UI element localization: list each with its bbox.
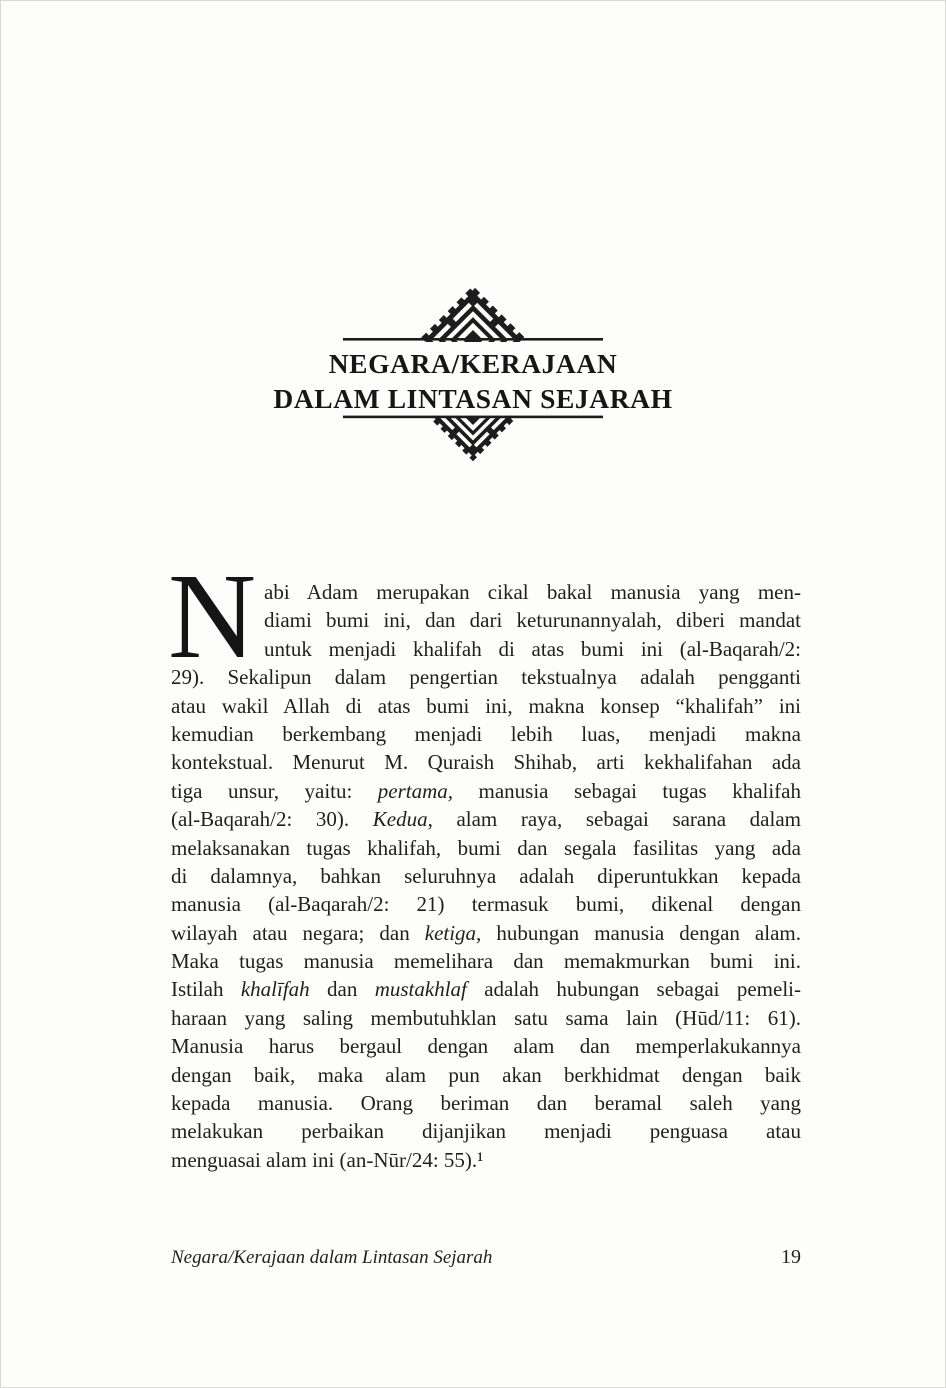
text-line: diami bumi ini, dan dari keturunannyalah, diberi mandat [264, 608, 801, 633]
text-line: melakukan perbaikan dijanjikan menjadi penguasa atau [171, 1119, 801, 1144]
text-line: tiga unsur, yaitu: pertama, manusia sebagai tugas khalifah [171, 778, 801, 803]
text-line: Istilah khalīfah dan mustakhlaf adalah hubungan sebagai pemeli- [171, 977, 801, 1002]
text-line: di dalamnya, bahkan seluruhnya adalah diperuntukkan kepada [171, 863, 801, 888]
arabesque-diamond-bottom-icon [342, 415, 604, 467]
text-line: kemudian berkembang menjadi lebih luas, menjadi makna [171, 721, 801, 746]
text-line: 29). Sekalipun dalam pengertian tekstualnya adalah pengganti [171, 665, 801, 690]
text-line: (al-Baqarah/2: 30). Kedua, alam raya, sebagai sarana dalam [171, 807, 801, 832]
chapter-title-line1: NEGARA/KERAJAAN [328, 348, 618, 379]
text-line: wilayah atau negara; dan ketiga, hubungan manusia dengan alam. [171, 920, 801, 945]
chapter-title-line2: DALAM LINTASAN SEJARAH [273, 383, 673, 414]
text-line: manusia (al-Baqarah/2: 21) termasuk bumi, dikenal dengan [171, 892, 801, 917]
text-line: Manusia harus bergaul dengan alam dan memperlakukannya [171, 1034, 801, 1059]
text-line: kepada manusia. Orang beriman dan beramal saleh yang [171, 1091, 801, 1116]
page-number: 19 [781, 1246, 801, 1268]
text-line: melaksanakan tugas khalifah, bumi dan segala fasilitas yang ada [171, 835, 801, 860]
page-footer [171, 1246, 801, 1269]
text-line: untuk menjadi khalifah di atas bumi ini (al-Baqarah/2: [264, 636, 801, 661]
text-line: haraan yang saling membutuhklan satu sama lain (Hūd/11: 61). [171, 1005, 801, 1030]
text-line: atau wakil Allah di atas bumi ini, makna konsep “khalifah” ini [171, 693, 801, 718]
drop-cap: N [168, 549, 255, 684]
body-paragraph [168, 549, 801, 1174]
arabesque-diamond-top-icon [342, 288, 604, 346]
chapter-title [1, 346, 945, 416]
text-line: kontekstual. Menurut M. Quraish Shihab, arti kekhalifahan ada [171, 750, 801, 775]
text-line: Maka tugas manusia memelihara dan memakmurkan bumi ini. [171, 949, 801, 974]
text-line: abi Adam merupakan cikal bakal manusia yang men- [264, 580, 801, 604]
text-line: menguasai alam ini (an-Nūr/24: 55).¹ [171, 1147, 484, 1172]
running-title: Negara/Kerajaan dalam Lintasan Sejarah [171, 1247, 493, 1268]
text-line: dengan baik, maka alam pun akan berkhidmat dengan baik [171, 1062, 801, 1087]
